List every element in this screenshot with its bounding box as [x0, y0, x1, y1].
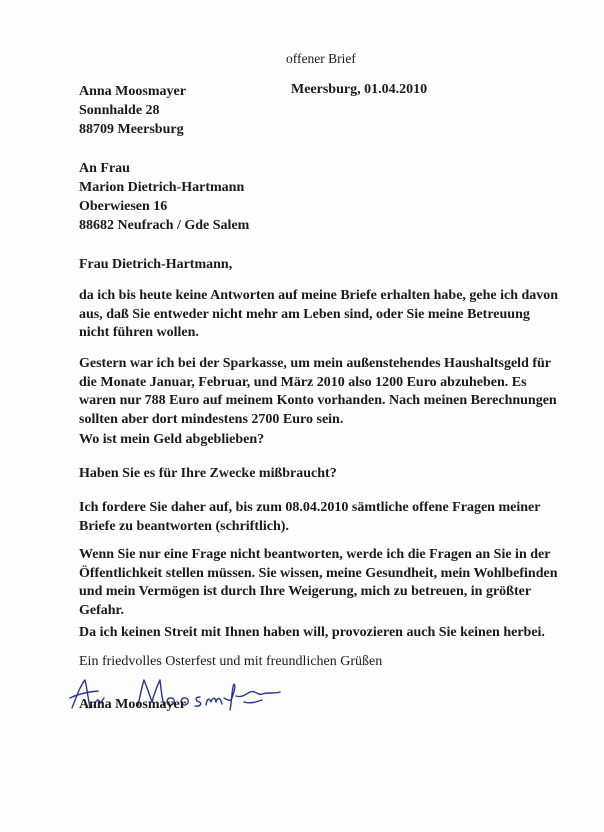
paragraph-line: Wo ist mein Geld abgeblieben?	[79, 432, 265, 447]
paragraph-line: sollten aber dort mindestens 2700 Euro sein.	[79, 411, 344, 427]
paragraph-line: waren nur 788 Euro auf meinem Konto vorhanden. Nach meinen Berechnungen	[79, 393, 557, 408]
paragraph-1	[79, 287, 559, 343]
paragraph-3	[79, 431, 559, 450]
header-note: offener Brief	[286, 51, 356, 66]
recipient-address	[79, 159, 249, 235]
paragraph-line: Wenn Sie nur eine Frage nicht beantworten, werde ich die Fragen an Sie in der	[79, 547, 551, 562]
paragraph-2	[79, 355, 559, 429]
recipient-street: Oberwiesen 16	[79, 199, 168, 214]
paragraph-line: Da ich keinen Streit mit Ihnen haben will, provozieren auch Sie keinen herbei.	[79, 625, 545, 640]
paragraph-line: da ich bis heute keine Antworten auf meine Briefe erhalten habe, gehe ich davon	[79, 288, 559, 303]
sender-name: Anna Moosmayer	[79, 84, 186, 99]
recipient-city: 88682 Neufrach / Gde Salem	[79, 218, 250, 233]
paragraph-line: Ich fordere Sie daher auf, bis zum 08.04.2010 sämtliche offene Fragen meiner	[79, 500, 541, 515]
paragraph-line: Briefe zu beantworten (schriftlich).	[79, 518, 289, 534]
signer-name: Anna Moosmayer	[79, 697, 186, 712]
paragraph-line: Gefahr.	[79, 602, 124, 618]
paragraph-6	[79, 546, 559, 620]
paragraph-line: Öffentlichkeit stellen müssen. Sie wissen, meine Gesundheit, mein Wohlbefinden	[79, 565, 558, 581]
sender-street: Sonnhalde 28	[79, 103, 160, 118]
sender-city: 88709 Meersburg	[79, 122, 184, 137]
paragraph-5	[79, 499, 559, 536]
recipient-name: Marion Dietrich-Hartmann	[79, 180, 245, 195]
place-date: Meersburg, 01.04.2010	[291, 82, 428, 97]
salutation: Frau Dietrich-Hartmann,	[79, 257, 233, 272]
paragraph-line: die Monate Januar, Februar, und März 2010 also 1200 Euro abzuheben. Es	[79, 374, 527, 390]
paragraph-line: Gestern war ich bei der Sparkasse, um mein außenstehendes Haushaltsgeld für	[79, 356, 552, 371]
paragraph-line: nicht führen wollen.	[79, 325, 199, 340]
recipient-line1: An Frau	[79, 161, 130, 176]
paragraph-line: Haben Sie es für Ihre Zwecke mißbraucht?	[79, 466, 337, 481]
paragraph-line: und mein Vermögen ist durch Ihre Weigerung, mich zu betreuen, in größter	[79, 584, 532, 599]
paragraph-7	[79, 624, 559, 643]
paragraph-4	[79, 465, 559, 484]
closing: Ein friedvolles Osterfest und mit freundlichen Grüßen	[79, 654, 383, 669]
sender-address	[79, 82, 186, 139]
paragraph-line: aus, daß Sie entweder nicht mehr am Leben sind, oder Sie meine Betreuung	[79, 306, 530, 322]
